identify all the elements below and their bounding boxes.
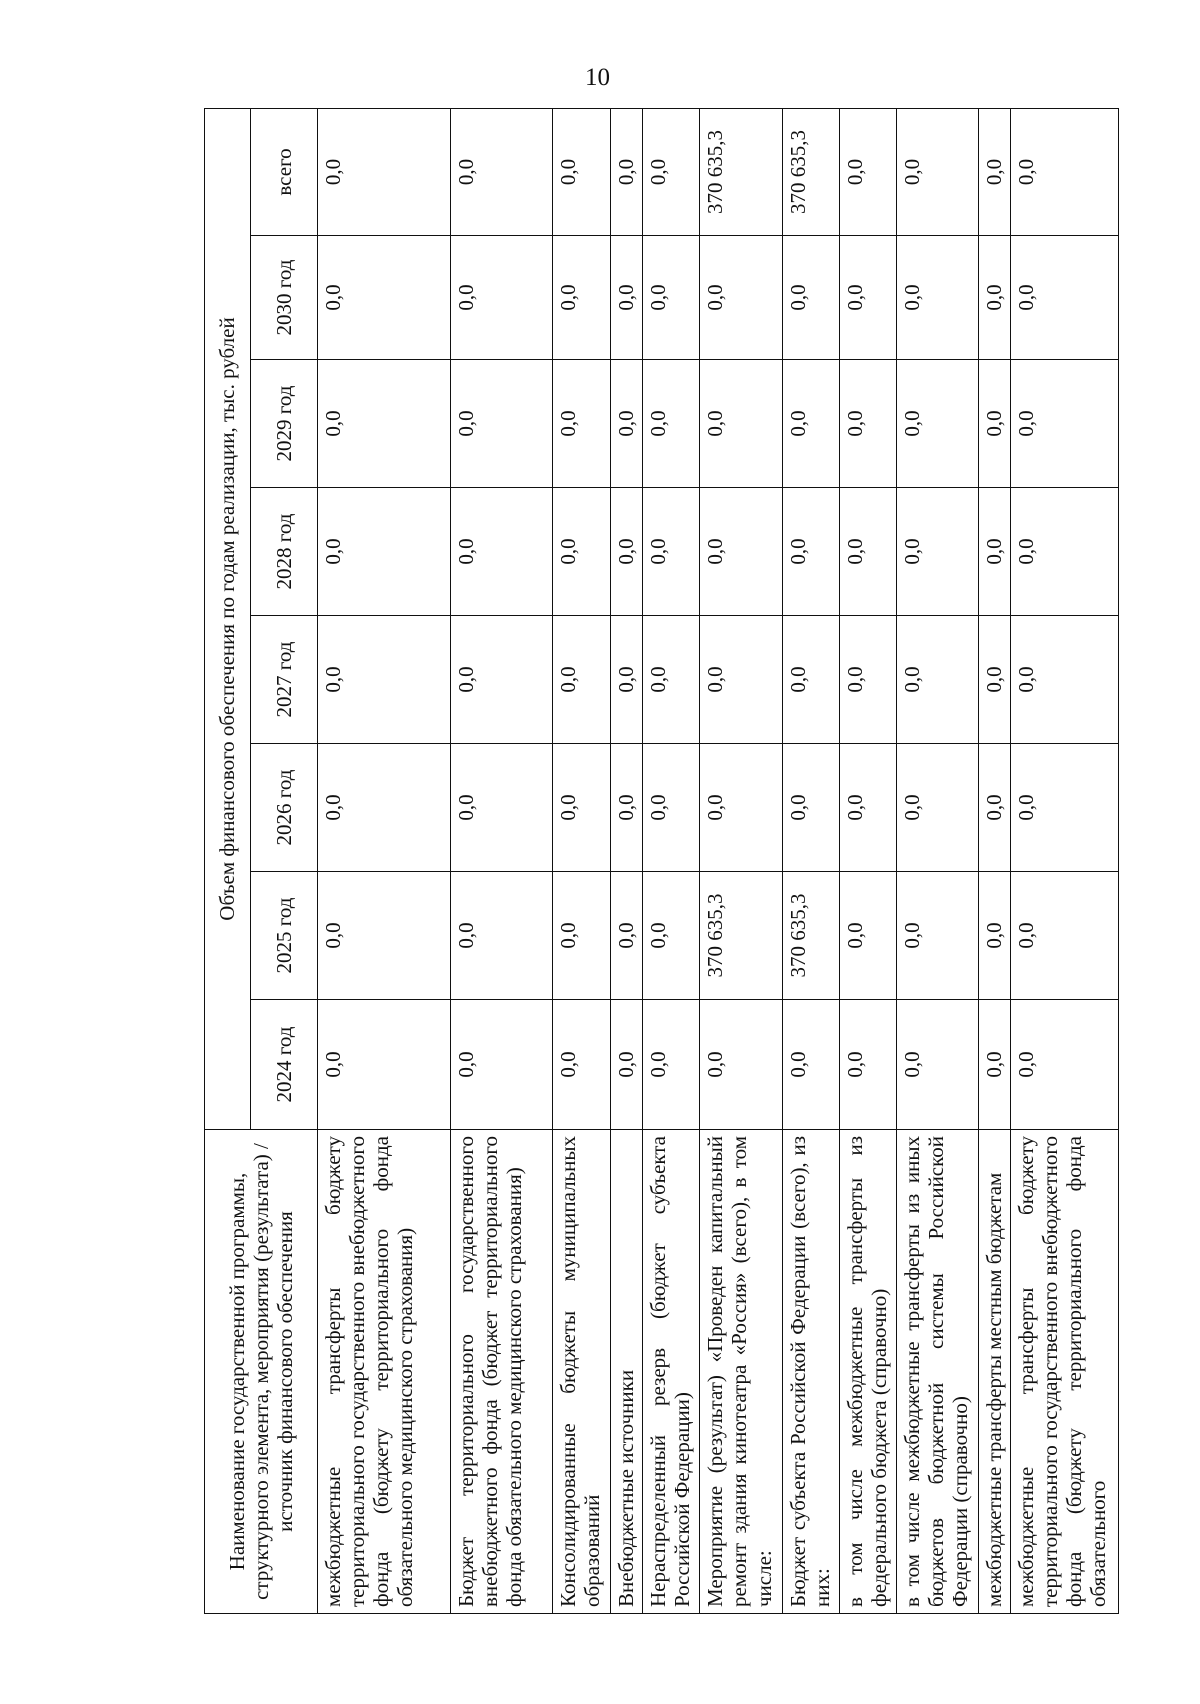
row-value: 0,0 [642,1000,700,1130]
row-total: 370 635,3 [782,108,840,235]
table-row [642,108,700,1613]
row-name: Консолидированные бюджеты муниципальных образований [553,1130,611,1614]
row-value: 0,0 [553,744,611,872]
row-value: 0,0 [1011,488,1119,616]
row-value: 0,0 [450,744,553,872]
row-value: 0,0 [782,1000,840,1130]
header-year: 2030 год [251,236,318,360]
table-row [979,108,1011,1613]
row-name: в том числе межбюджетные трансферты из иных бюджетов бюджетной системы Российской Федерации (справочно) [896,1130,978,1614]
row-value: 0,0 [553,360,611,488]
row-value: 0,0 [610,236,642,360]
row-total: 0,0 [318,108,451,235]
row-value: 0,0 [840,1000,897,1130]
page-number: 10 [585,64,610,91]
row-total: 370 635,3 [700,108,782,235]
header-total: всего [251,108,318,235]
row-value: 0,0 [610,872,642,1000]
table-row [700,108,782,1613]
row-value: 0,0 [896,616,978,744]
header-year: 2029 год [251,360,318,488]
row-value: 0,0 [450,616,553,744]
row-value: 0,0 [979,616,1011,744]
table-row [610,108,642,1613]
row-value: 0,0 [700,488,782,616]
header-volume: Объем финансового обеспечения по годам реализации, тыс. рублей [205,108,251,1129]
row-value: 0,0 [318,488,451,616]
row-value: 0,0 [1011,872,1119,1000]
row-value: 0,0 [553,872,611,1000]
header-year: 2025 год [251,872,318,1000]
row-value: 0,0 [979,744,1011,872]
row-value: 0,0 [840,236,897,360]
table-row [782,108,840,1613]
row-total: 0,0 [979,108,1011,235]
row-name: Бюджет территориального государственного внебюджетного фонда (бюджет территориального фонда обязательного медицинского страхования) [450,1130,553,1614]
row-value: 0,0 [642,616,700,744]
row-name: межбюджетные трансферты бюджету территориального государственного внебюджетного фонда (бюджету территориального фонда обязательного медицинского страхования) [318,1130,451,1614]
row-value: 0,0 [896,360,978,488]
header-name-column: Наименование государственной программы, структурного элемента, мероприятия (результата) / источник финансового обеспечения [205,1130,318,1614]
table-row [1011,108,1119,1613]
row-value: 0,0 [840,872,897,1000]
row-value: 0,0 [610,360,642,488]
row-value: 0,0 [896,744,978,872]
row-value: 0,0 [642,360,700,488]
row-value: 0,0 [782,236,840,360]
row-value: 0,0 [700,616,782,744]
row-value: 0,0 [1011,1000,1119,1130]
row-value: 0,0 [450,872,553,1000]
rotated-table-wrapper [204,109,1119,1614]
row-value: 0,0 [700,236,782,360]
row-total: 0,0 [642,108,700,235]
table-body [318,108,1119,1613]
row-value: 0,0 [979,1000,1011,1130]
row-total: 0,0 [553,108,611,235]
row-value: 0,0 [610,1000,642,1130]
row-value: 0,0 [553,1000,611,1130]
row-total: 0,0 [896,108,978,235]
row-value: 0,0 [450,1000,553,1130]
row-value: 0,0 [840,488,897,616]
row-name: Нераспределенный резерв (бюджет субъекта Российской Федерации) [642,1130,700,1614]
row-value: 0,0 [700,360,782,488]
row-value: 0,0 [979,360,1011,488]
row-value: 0,0 [840,744,897,872]
financing-table [204,108,1119,1614]
row-value: 0,0 [896,236,978,360]
row-name: межбюджетные трансферты бюджету территориального государственного внебюджетного фонда (бюджету территориального фонда обязательного [1011,1130,1119,1614]
row-value: 0,0 [1011,744,1119,872]
row-name: межбюджетные трансферты местным бюджетам [979,1130,1011,1614]
row-value: 0,0 [642,236,700,360]
header-year: 2027 год [251,616,318,744]
row-value: 0,0 [700,744,782,872]
table-row [318,108,451,1613]
row-value: 0,0 [1011,360,1119,488]
row-value: 370 635,3 [782,872,840,1000]
row-value: 0,0 [840,360,897,488]
row-value: 0,0 [782,744,840,872]
row-value: 0,0 [642,872,700,1000]
row-value: 0,0 [1011,236,1119,360]
row-value: 0,0 [610,744,642,872]
row-value: 0,0 [450,488,553,616]
table-row [450,108,553,1613]
row-value: 0,0 [318,236,451,360]
row-value: 370 635,3 [700,872,782,1000]
row-value: 0,0 [782,488,840,616]
row-name: Мероприятие (результат) «Проведен капитальный ремонт здания кинотеатра «Россия» (всего), в том числе: [700,1130,782,1614]
row-value: 0,0 [896,1000,978,1130]
header-year: 2028 год [251,488,318,616]
row-name: Внебюджетные источники [610,1130,642,1614]
row-value: 0,0 [610,488,642,616]
row-total: 0,0 [450,108,553,235]
row-value: 0,0 [642,488,700,616]
row-value: 0,0 [642,744,700,872]
row-value: 0,0 [553,236,611,360]
row-value: 0,0 [1011,616,1119,744]
row-value: 0,0 [782,616,840,744]
row-value: 0,0 [553,488,611,616]
row-value: 0,0 [318,744,451,872]
row-value: 0,0 [610,616,642,744]
row-total: 0,0 [1011,108,1119,235]
row-value: 0,0 [896,488,978,616]
row-value: 0,0 [782,360,840,488]
row-value: 0,0 [450,360,553,488]
row-value: 0,0 [979,488,1011,616]
row-value: 0,0 [896,872,978,1000]
row-name: в том числе межбюджетные трансферты из федерального бюджета (справочно) [840,1130,897,1614]
row-value: 0,0 [318,360,451,488]
table-row [553,108,611,1613]
row-value: 0,0 [553,616,611,744]
header-year: 2026 год [251,744,318,872]
row-total: 0,0 [610,108,642,235]
row-value: 0,0 [840,616,897,744]
row-value: 0,0 [700,1000,782,1130]
row-value: 0,0 [979,236,1011,360]
header-year: 2024 год [251,1000,318,1130]
table-row [896,108,978,1613]
row-total: 0,0 [840,108,897,235]
row-value: 0,0 [979,872,1011,1000]
row-value: 0,0 [318,872,451,1000]
row-name: Бюджет субъекта Российской Федерации (всего), из них: [782,1130,840,1614]
table-row [840,108,897,1613]
row-value: 0,0 [318,616,451,744]
row-value: 0,0 [318,1000,451,1130]
row-value: 0,0 [450,236,553,360]
